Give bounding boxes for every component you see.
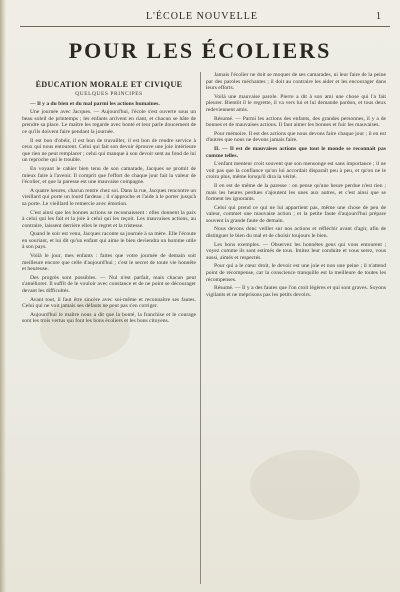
section-heading: II. — Il est de mauvaises actions que tout le monde se reconnaît pas comme telles. — [206, 145, 386, 159]
paragraph: Voilà une mauvaise parole. Pierre a dit à son ami une chose qui l'a fait pleurer. Bientôt il le regrette, il va vers lui et lui demande pardon, et tous deux redeviennent amis. — [206, 93, 386, 113]
page-title: POUR LES ÉCOLIERS — [68, 38, 332, 63]
section-title: ÉDUCATION MORALE ET CIVIQUE — [35, 80, 183, 89]
paragraph: A quatre heures, chacun rentre chez soi. Dans la rue, Jacques rencontre un vieillard qui porte un lourd fardeau ; il s'approche et l'aide à le porter jusqu'à sa porte. Le vieillard le remercie avec émotion. — [22, 187, 196, 207]
page-number: 1 — [376, 11, 382, 22]
paragraph: Pour mémoire. Il est des actions que nous devons faire chaque jour ; il en est d'autres que nous ne devons jamais faire. — [206, 130, 386, 144]
paragraph: L'enfant menteur croit souvent que son mensonge est sans importance ; il ne voit pas que la confiance qu'on lui accordait disparaît peu à peu, et qu'on ne le croira plus, même lorsqu'il dira la vérité. — [206, 161, 386, 181]
paragraph: Pour qui a le cœur droit, le devoir est une joie et non une peine ; il n'attend point de récompense, car la conscience tranquille est la meilleure de toutes les récompenses. — [206, 263, 386, 283]
left-column — [22, 80, 196, 584]
paragraph: Nous devons donc veiller sur nos actions et réfléchir avant d'agir, afin de distinguer le bien du mal et de choisir toujours le bien. — [206, 226, 386, 240]
paragraph: Résumé. — Il y a des fautes que l'on croit légères et qui sont graves. Soyons vigilants et ne méprisons pas les petits devoirs. — [206, 285, 386, 298]
running-header — [20, 10, 390, 27]
paragraph: En voyant le cahier bien tenu de son camarade, Jacques se promit de mieux faire à l'avenir. Il comprit que l'effort de chaque jour fait la valeur de l'écolier, et que la paresse est une mauvaise compagne. — [22, 165, 196, 186]
paragraph: Voilà le jour, mes enfants : faites que votre journée de demain soit meilleure encore que celle d'aujourd'hui ; c'est le secret de toute vie honnête et heureuse. — [22, 253, 196, 273]
paragraph: Jamais l'écolier ne doit se moquer de ses camarades, ni leur faire de la peine par des paroles méchantes ; il doit au contraire les aider et les encourager dans leurs efforts. — [206, 72, 386, 92]
paragraph: Celui qui prend ce qui ne lui appartient pas, même une chose de peu de valeur, commet une mauvaise action ; et la petite faute d'aujourd'hui prépare souvent la grande faute de demain. — [206, 204, 386, 224]
paragraph: Il en est de même de la paresse : on pense qu'une heure perdue n'est rien ; mais les heures perdues s'ajoutent les unes aux autres, et c'est ainsi que se forment les ignorants. — [206, 182, 386, 203]
paragraph: Avant tout, il faut être sincère avec soi-même et reconnaître ses fautes. Celui qui ne voit jamais ses défauts ne peut pas s'en corriger. — [22, 296, 196, 310]
right-column — [206, 72, 386, 584]
column-divider — [200, 72, 201, 584]
paragraph: Aujourd'hui le maître nous a dit que la bonté, la franchise et le courage sont les trois vertus qui font les bons écoliers et les bons citoyens. — [22, 311, 196, 325]
paragraph: Il est bon d'obéir, il est bon de travailler, il est bon de rendre service à ceux qui nous entourent. Celui qui fait son devoir éprouve une joie intérieure que rien ne peut remplacer ; celui qui manque à son devoir sent au fond de lui un reproche qui le trouble. — [22, 137, 196, 164]
paragraph: C'est ainsi que les bonnes actions se reconnaissent : elles donnent la paix à celui qui les fait et la joie à celui qui les reçoit. Les mauvaises actions, au contraire, laissent derrière elles le regret et la tristesse. — [22, 209, 196, 229]
paragraph: Une journée avec Jacques. — Aujourd'hui, l'école s'est ouverte sous un beau soleil de printemps ; les enfants arrivent en riant, et chacun se hâte de prendre sa place. Le maître les regarde avec bonté et leur parle doucement de ce qu'ils doivent faire pendant la journée. — [22, 109, 196, 135]
paragraph: Quand le soir est venu, Jacques raconte sa journée à sa mère. Elle l'écoute en souriant, et lui dit qu'un enfant qui aime le bien deviendra un homme utile à son pays. — [22, 231, 196, 251]
paragraph: Des progrès sont possibles. — Nul n'est parfait, mais chacun peut s'améliorer. Il suffit de le vouloir avec constance et de ne point se décourager devant les difficultés. — [22, 274, 196, 295]
journal-name: L'ÉCOLE NOUVELLE — [146, 11, 258, 22]
paragraph: Résumé. — Parmi les actions des enfants, des grandes personnes, il y a de bonnes et de mauvaises actions. Il faut aimer les bonnes et fuir les mauvaises. — [206, 115, 386, 129]
section-subtitle: QUELQUES PRINCIPES — [75, 91, 143, 97]
lead-paragraph: — Il y a du bien et du mal parmi les actions humaines. — [30, 100, 160, 107]
paragraph: Les bons exemples. — Observez les honnêtes gens qui vous entourent ; voyez comme ils sont estimés de tous. Imitez leur conduite et vous serez, vous aussi, aimés et respectés. — [206, 241, 386, 261]
